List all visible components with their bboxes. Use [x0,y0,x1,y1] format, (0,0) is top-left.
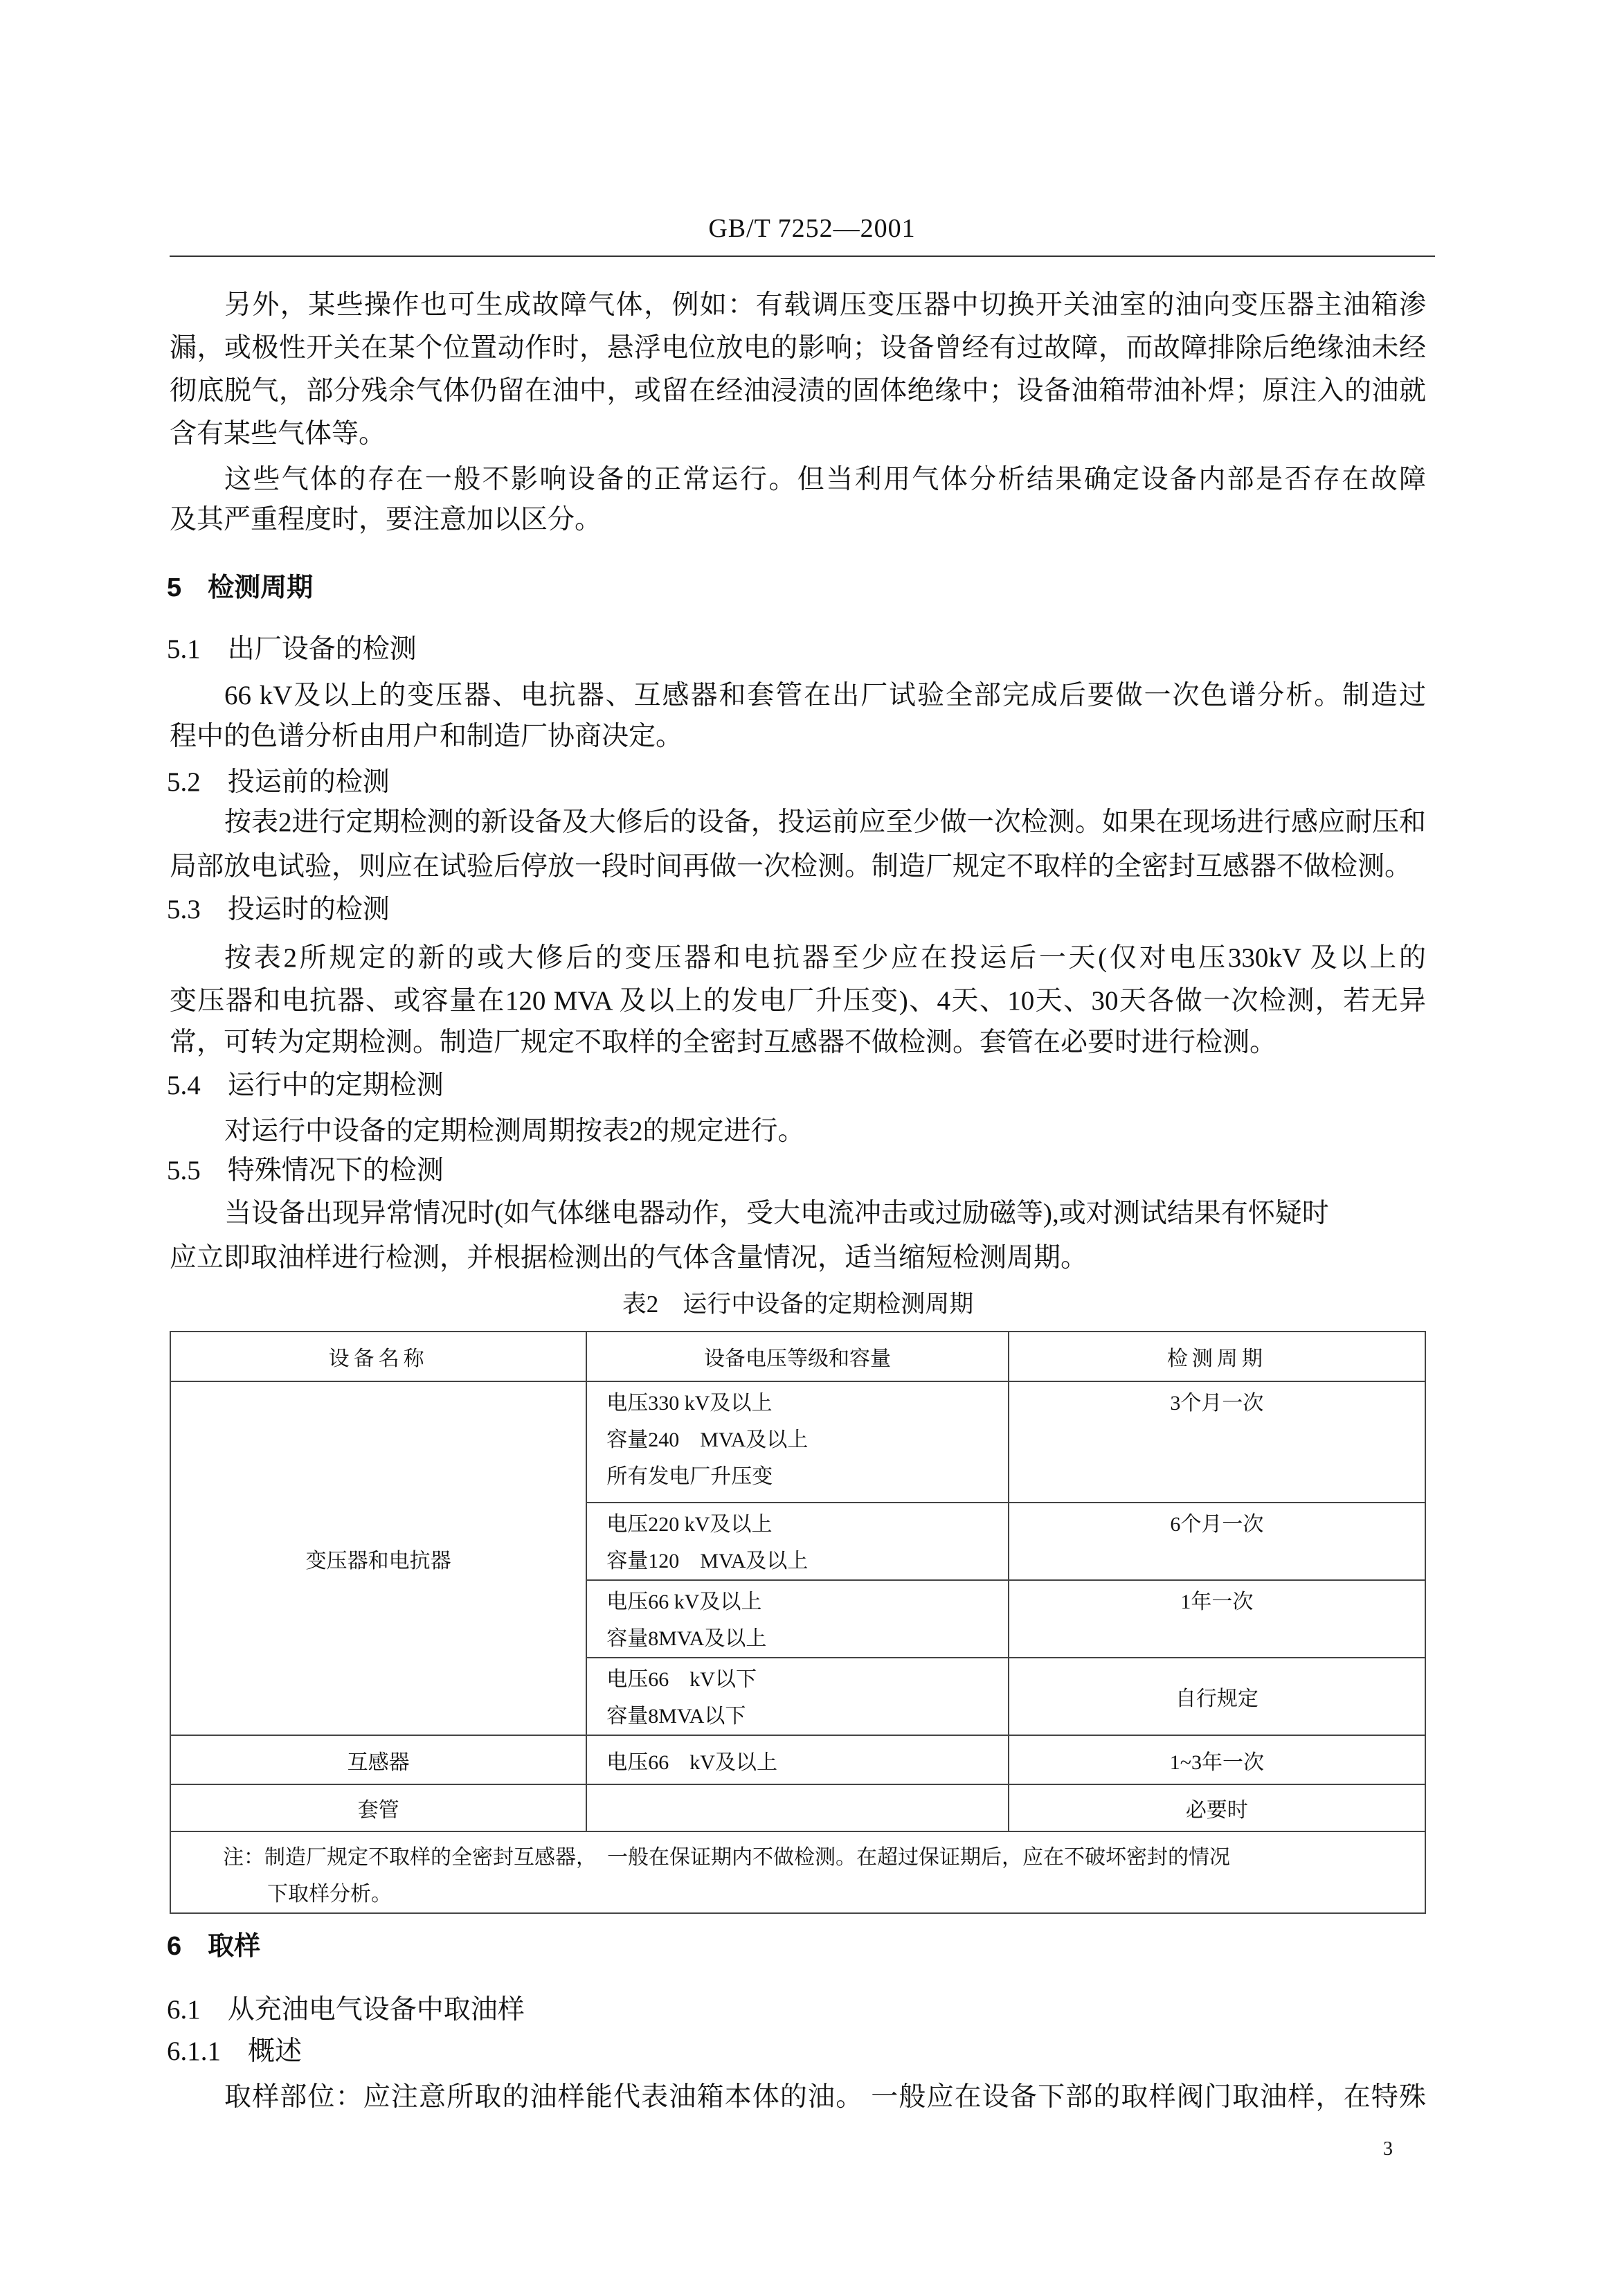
subsection-heading-5-5: 5.5 特殊情况下的检测 [167,1156,444,1185]
paragraph-line: 对运行中设备的定期检测周期按表2的规定进行。 [224,1116,805,1146]
spec-line: 电压66 kV及以上 [606,1590,762,1613]
period-cell: 1年一次 [1180,1590,1254,1613]
equipment-cell: 套管 [170,1784,586,1831]
spec-line: 电压220 kV及以上 [606,1513,773,1536]
paragraph-line: 当设备出现异常情况时(如气体继电器动作，受大电流冲击或过励磁等),或对测试结果有怀疑时 [224,1199,1329,1228]
spec-line: 电压330 kV及以上 [606,1392,773,1415]
spec-cell [586,1784,1008,1831]
spec-line: 容量8MVA以下 [606,1705,746,1728]
paragraph-line: 应立即取油样进行检测，并根据检测出的气体含量情况，适当缩短检测周期。 [170,1243,1088,1273]
spec-cell: 电压66 kV及以上 [586,1735,1008,1784]
spec-line: 容量240 MVA及以上 [606,1428,809,1451]
spec-line: 电压66 kV以下 [606,1668,757,1691]
subsection-heading-6-1: 6.1 从充油电气设备中取油样 [167,1995,525,2025]
paragraph-line: 变压器和电抗器、或容量在120 MVA 及以上的发电厂升压变)、4天、10天、30天各做一次检测，若无异 [170,986,1426,1016]
subsection-heading-5-3: 5.3 投运时的检测 [167,895,390,924]
period-cell: 6个月一次 [1170,1513,1264,1536]
section-heading-5: 5 检测周期 [167,573,314,602]
paragraph-line: 66 kV及以上的变压器、电抗器、互感器和套管在出厂试验全部完成后要做一次色谱分析。制造过 [224,681,1426,710]
header-cell: 设备电压等级和容量 [586,1332,1008,1381]
table-row [170,1735,1425,1784]
paragraph-line: 程中的色谱分析由用户和制造厂协商决定。 [170,722,683,751]
period-cell: 3个月一次 [1170,1392,1264,1415]
period-cell: 1~3年一次 [1009,1735,1425,1784]
spec-cell [586,1381,1008,1503]
spec-line: 所有发电厂升压变 [606,1465,773,1488]
paragraph-line: 这些气体的存在一般不影响设备的正常运行。但当利用气体分析结果确定设备内部是否存在故障 [224,465,1426,494]
header-cell: 检测周期 [1009,1332,1425,1381]
note-line: 下取样分析。 [267,1883,392,1906]
note-line: 注：制造厂规定不取样的全密封互感器， 一般在保证期内不做检测。在超过保证期后，应在不破坏密封的情况 [223,1846,1230,1869]
section-heading-6: 6 取样 [167,1932,261,1961]
table-header-row [170,1332,1425,1381]
table-row [170,1381,1425,1503]
paragraph-line: 漏，或极性开关在某个位置动作时，悬浮电位放电的影响；设备曾经有过故障，而故障排除后绝缘油未经 [170,333,1426,363]
subsection-heading-5-1: 5.1 出厂设备的检测 [167,634,417,664]
spec-cell [586,1580,1008,1658]
subsection-heading-6-1-1: 6.1.1 概述 [167,2036,303,2066]
equipment-cell: 变压器和电抗器 [170,1381,586,1735]
header-cell: 设备名称 [170,1332,586,1381]
paragraph-line: 按表2所规定的新的或大修后的变压器和电抗器至少应在投运后一天(仅对电压330kV 及以上的 [224,943,1426,973]
paragraph-line: 按表2进行定期检测的新设备及大修后的设备，投运前应至少做一次检测。如果在现场进行感应耐压和 [224,807,1426,837]
spec-line: 容量120 MVA及以上 [606,1550,809,1572]
spec-cell [586,1658,1008,1735]
spec-cell [586,1503,1008,1580]
subsection-heading-5-4: 5.4 运行中的定期检测 [167,1070,444,1100]
spec-line: 容量8MVA及以上 [606,1627,767,1650]
standard-code-header: GB/T 7252—2001 [708,214,916,243]
table-note-row [170,1831,1425,1913]
paragraph-line: 彻底脱气，部分残余气体仍留在油中，或留在经油浸渍的固体绝缘中；设备油箱带油补焊；原注入的油就 [170,376,1426,406]
paragraph-line: 取样部位：应注意所取的油样能代表油箱本体的油。 一般应在设备下部的取样阀门取油样，在特殊 [224,2082,1426,2112]
table-caption: 表2 运行中设备的定期检测周期 [622,1291,974,1318]
subsection-heading-5-2: 5.2 投运前的检测 [167,767,390,797]
table-note [170,1831,1425,1913]
header-divider [170,256,1435,257]
paragraph-line: 另外，某些操作也可生成故障气体，例如：有载调压变压器中切换开关油室的油向变压器主油箱渗 [224,290,1426,320]
paragraph-line: 及其严重程度时，要注意加以区分。 [170,505,602,535]
paragraph-line: 常，可转为定期检测。制造厂规定不取样的全密封互感器不做检测。套管在必要时进行检测。 [170,1028,1277,1057]
table-row [170,1784,1425,1831]
page-number: 3 [1383,2138,1393,2160]
period-cell: 必要时 [1009,1784,1425,1831]
equipment-cell: 互感器 [170,1735,586,1784]
paragraph-line: 含有某些气体等。 [170,419,386,449]
paragraph-line: 局部放电试验，则应在试验后停放一段时间再做一次检测。制造厂规定不取样的全密封互感器不做检测。 [170,852,1412,881]
inspection-period-table [170,1331,1426,1914]
period-cell: 自行规定 [1009,1658,1425,1735]
